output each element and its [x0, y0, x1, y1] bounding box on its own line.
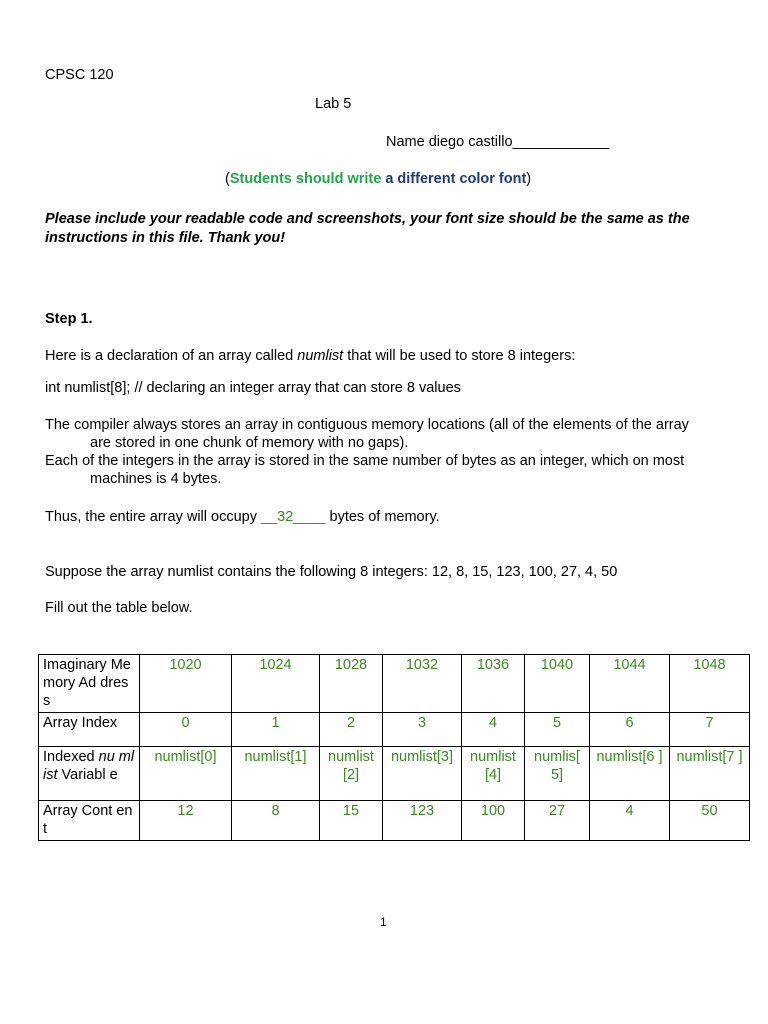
fill-instruction: Fill out the table below. — [45, 600, 193, 616]
variable-cell: numlist[3] — [383, 747, 462, 801]
suppose-sentence: Suppose the array numlist contains the following 8 integers: 12, 8, 15, 123, 100, 27, 4, 50 — [45, 564, 618, 580]
open-paren: ( — [225, 171, 230, 187]
color-instruction — [225, 170, 531, 188]
variable-cell: numlist[6 ] — [590, 747, 670, 801]
variable-cell: numlis[ 5] — [525, 747, 590, 801]
para-contiguous-l2: are stored in one chunk of memory with no gaps). — [90, 435, 409, 451]
variable-cell: numlist [2] — [320, 747, 383, 801]
occupy-pre: Thus, the entire array will occupy — [45, 509, 261, 525]
page-number: 1 — [380, 915, 387, 929]
row-header-variable — [39, 747, 140, 801]
step-title: Step 1. — [45, 311, 93, 327]
code-line: int numlist[8]; // declaring an integer array that can store 8 values — [45, 380, 461, 396]
content-cell: 8 — [232, 801, 320, 841]
lab-title: Lab 5 — [315, 96, 352, 112]
index-cell: 6 — [590, 713, 670, 747]
occupy-sentence — [45, 508, 440, 526]
variable-cell: numlist[7 ] — [670, 747, 750, 801]
index-cell: 7 — [670, 713, 750, 747]
variable-cell: numlist[0] — [140, 747, 232, 801]
variable-cell: numlist [4] — [462, 747, 525, 801]
index-cell: 3 — [383, 713, 462, 747]
para-bytes-l1: Each of the integers in the array is stored in the same number of bytes as an integer, which on most — [45, 453, 685, 469]
content-cell: 12 — [140, 801, 232, 841]
table-row-variable — [39, 747, 750, 801]
row-header-index: Array Index — [39, 713, 140, 747]
occupy-answer: __32____ — [260, 509, 326, 525]
instruction-blue-text: a different color font — [381, 171, 527, 187]
para-bytes-l2: machines is 4 bytes. — [90, 471, 222, 487]
decl-italic: numlist — [297, 348, 344, 364]
variable-header-pre: Indexed — [43, 749, 99, 765]
index-cell: 5 — [525, 713, 590, 747]
address-cell: 1040 — [525, 655, 590, 713]
content-cell: 4 — [590, 801, 670, 841]
content-cell: 15 — [320, 801, 383, 841]
content-cell: 27 — [525, 801, 590, 841]
variable-header-post: Variabl e — [57, 767, 118, 783]
address-cell: 1020 — [140, 655, 232, 713]
index-cell: 4 — [462, 713, 525, 747]
course-code: CPSC 120 — [45, 67, 114, 83]
address-cell: 1024 — [232, 655, 320, 713]
table-row-content — [39, 801, 750, 841]
occupy-post: bytes of memory. — [325, 509, 440, 525]
notice-text: Please include your readable code and screenshots, your font size should be the same as the instructions in this file. Thank you! — [45, 211, 690, 246]
index-cell: 0 — [140, 713, 232, 747]
address-cell: 1032 — [383, 655, 462, 713]
index-cell: 2 — [320, 713, 383, 747]
address-cell: 1028 — [320, 655, 383, 713]
instruction-green-text: Students should write — [229, 171, 382, 187]
content-cell: 100 — [462, 801, 525, 841]
variable-cell: numlist[1] — [232, 747, 320, 801]
table-row-address — [39, 655, 750, 713]
row-header-address: Imaginary Memory Ad dress — [39, 655, 140, 713]
index-cell: 1 — [232, 713, 320, 747]
decl-post: that will be used to store 8 integers: — [343, 348, 576, 364]
close-paren: ) — [526, 171, 532, 187]
student-name-line: Name diego castillo____________ — [386, 134, 610, 150]
array-table — [38, 654, 750, 841]
address-cell: 1044 — [590, 655, 670, 713]
content-cell: 50 — [670, 801, 750, 841]
content-cell: 123 — [383, 801, 462, 841]
decl-pre: Here is a declaration of an array called — [45, 348, 298, 364]
para-contiguous-l1: The compiler always stores an array in contiguous memory locations (all of the elements of the array — [45, 417, 689, 433]
address-cell: 1048 — [670, 655, 750, 713]
address-cell: 1036 — [462, 655, 525, 713]
table-row-index — [39, 713, 750, 747]
row-header-content: Array Cont ent — [39, 801, 140, 841]
declaration-sentence — [45, 347, 575, 365]
variable-header-italic: nu mlist — [43, 749, 135, 783]
